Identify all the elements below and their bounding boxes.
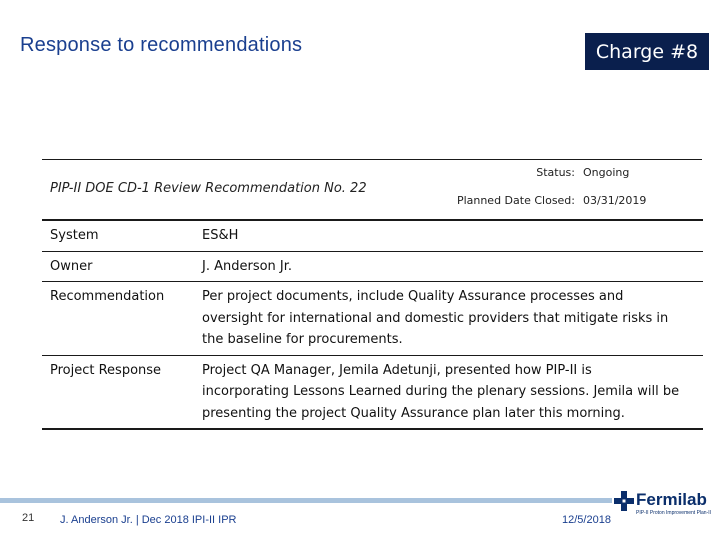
table-row: [42, 251, 703, 282]
footer-date: 12/5/2018: [562, 514, 611, 526]
recommendation-table: [42, 219, 703, 430]
table-row: [42, 282, 703, 356]
logo-subtitle: PIP-II Proton Improvement Plan-II: [636, 510, 712, 516]
status-label: Status:: [536, 166, 575, 179]
status-value: Ongoing: [583, 166, 630, 179]
recommendation-heading: PIP-II DOE CD-1 Review Recommendation No. 22: [50, 181, 367, 196]
row-label-owner: Owner: [42, 251, 197, 282]
row-value-system: ES&H: [197, 220, 703, 251]
page-number: 21: [22, 512, 35, 524]
row-value-recommendation: Per project documents, include Quality Assurance processes and oversight for international and domestic providers that mitigate risks in the baseline for procurements.: [197, 282, 703, 356]
status-row: [448, 166, 629, 179]
planned-date-value: 03/31/2019: [583, 194, 647, 207]
logo-name: Fermilab: [636, 490, 707, 509]
row-value-project-response: Project QA Manager, Jemila Adetunji, presented how PIP-II is incorporating Lessons Learned during the plenary sessions. Jemila will be presenting the project Quality Assurance plan later this morning.: [197, 355, 703, 429]
planned-date-label: Planned Date Closed:: [456, 194, 575, 207]
charge-badge: Charge #8: [585, 33, 709, 70]
row-label-project-response: Project Response: [42, 355, 197, 429]
row-label-recommendation: Recommendation: [42, 282, 197, 356]
row-value-owner: J. Anderson Jr.: [197, 251, 703, 282]
fermilab-logo-icon: [614, 491, 634, 511]
header-divider: [42, 159, 702, 160]
row-label-system: System: [42, 220, 197, 251]
table-row: [42, 355, 703, 429]
footer-bar: [0, 498, 612, 503]
table-row: [42, 220, 703, 251]
footer-text: J. Anderson Jr. | Dec 2018 IPI-II IPR: [60, 514, 237, 526]
slide-title: Response to recommendations: [20, 34, 303, 56]
fermilab-logo: [614, 490, 714, 522]
planned-date-row: [448, 194, 646, 207]
